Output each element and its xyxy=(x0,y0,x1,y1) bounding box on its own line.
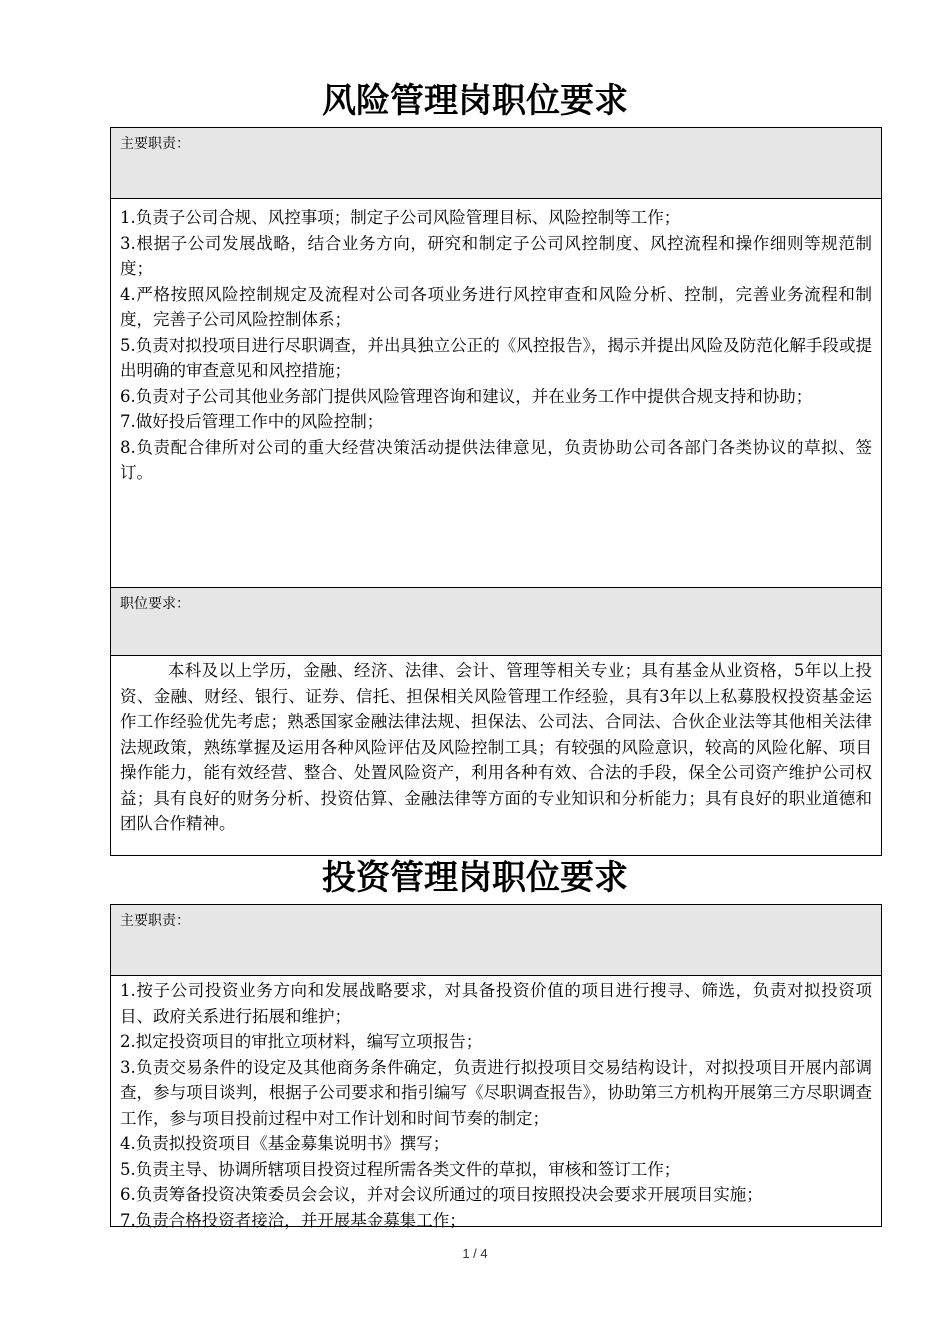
duty-item: 8.负责配合律所对公司的重大经营决策活动提供法律意见，负责协助公司各部门各类协议的草拟、签订。 xyxy=(120,437,872,482)
duty-item: 3.负责交易条件的设定及其他商务条件确定，负责进行拟投项目交易结构设计，对拟投项目开展内部调查，参与项目谈判，根据子公司要求和指引编写《尽职调查报告》，协助第三方机构开展第三方尽职调查工作，参与项目投前过程中对工作计划和时间节奏的制定； xyxy=(120,1057,872,1128)
section1-requirements-header xyxy=(111,588,881,656)
duty-item: 2.拟定投资项目的审批立项材料，编写立项报告； xyxy=(120,1032,483,1051)
section2-table xyxy=(110,904,882,1230)
duty-item: 3.根据子公司发展战略，结合业务方向，研究和制定子公司风控制度、风控流程和操作细则等规范制度； xyxy=(120,233,872,278)
requirements-text: 本科及以上学历，金融、经济、法律、会计、管理等相关专业；具有基金从业资格，5年以上投资、金融、财经、银行、证券、信托、担保相关风险管理工作经验，具有3年以上私募股权投资基金运作工作经验优先考虑；熟悉国家金融法律法规、担保法、公司法、合同法、合伙企业法等其他相关法律法规政策，熟练掌握及运用各种风险评估及风险控制工具；有较强的风险意识，较高的风险化解、项目操作能力，能有效经营、整合、处置风险资产，利用各种有效、合法的手段，保全公司资产维护公司权益；具有良好的财务分析、投资估算、金融法律等方面的专业知识和分析能力；具有良好的职业道德和团队合作精神。 xyxy=(120,661,872,833)
duty-item: 1.负责子公司合规、风控事项；制定子公司风险管理目标、风险控制等工作； xyxy=(120,208,681,227)
duty-item: 4.负责拟投资项目《基金募集说明书》撰写； xyxy=(120,1134,450,1153)
section1-duties-header xyxy=(111,128,881,199)
duties-label: 主要职责： xyxy=(120,913,190,929)
duty-item: 5.负责对拟投项目进行尽职调查，并出具独立公正的《风控报告》，揭示并提出风险及防范化解手段或提出明确的审查意见和风控措施； xyxy=(120,335,872,380)
duty-item: 6.负责对子公司其他业务部门提供风险管理咨询和建议，并在业务工作中提供合规支持和协助； xyxy=(120,386,813,406)
duty-item: 1.按子公司投资业务方向和发展战略要求，对具备投资价值的项目进行搜寻、筛选，负责对拟投资项目、政府关系进行拓展和维护； xyxy=(120,981,872,1026)
duty-item: 7.负责合格投资者接洽，并开展基金募集工作； xyxy=(120,1210,466,1230)
requirements-label: 职位要求： xyxy=(120,596,190,612)
section2-duties-header xyxy=(111,905,881,976)
duties-label: 主要职责： xyxy=(120,136,190,152)
section1-title: 风险管理岗职位要求 xyxy=(322,81,628,121)
section1-requirements-cell xyxy=(111,656,881,855)
duty-item: 7.做好投后管理工作中的风险控制； xyxy=(120,412,384,431)
section1-duties-cell xyxy=(111,199,881,588)
duty-item: 5.负责主导、协调所辖项目投资过程所需各类文件的草拟，审核和签订工作； xyxy=(120,1159,681,1179)
section2-title: 投资管理岗职位要求 xyxy=(322,858,628,898)
section2-duties-cell xyxy=(111,976,881,1230)
duty-item: 6.负责筹备投资决策委员会会议，并对会议所通过的项目按照投决会要求开展项目实施； xyxy=(120,1185,763,1204)
section1-table xyxy=(110,127,882,856)
page-indicator: 1 / 4 xyxy=(462,1246,488,1261)
duty-item: 4.严格按照风险控制规定及流程对公司各项业务进行风控审查和风险分析、控制，完善业务流程和制度，完善子公司风险控制体系； xyxy=(120,284,872,329)
